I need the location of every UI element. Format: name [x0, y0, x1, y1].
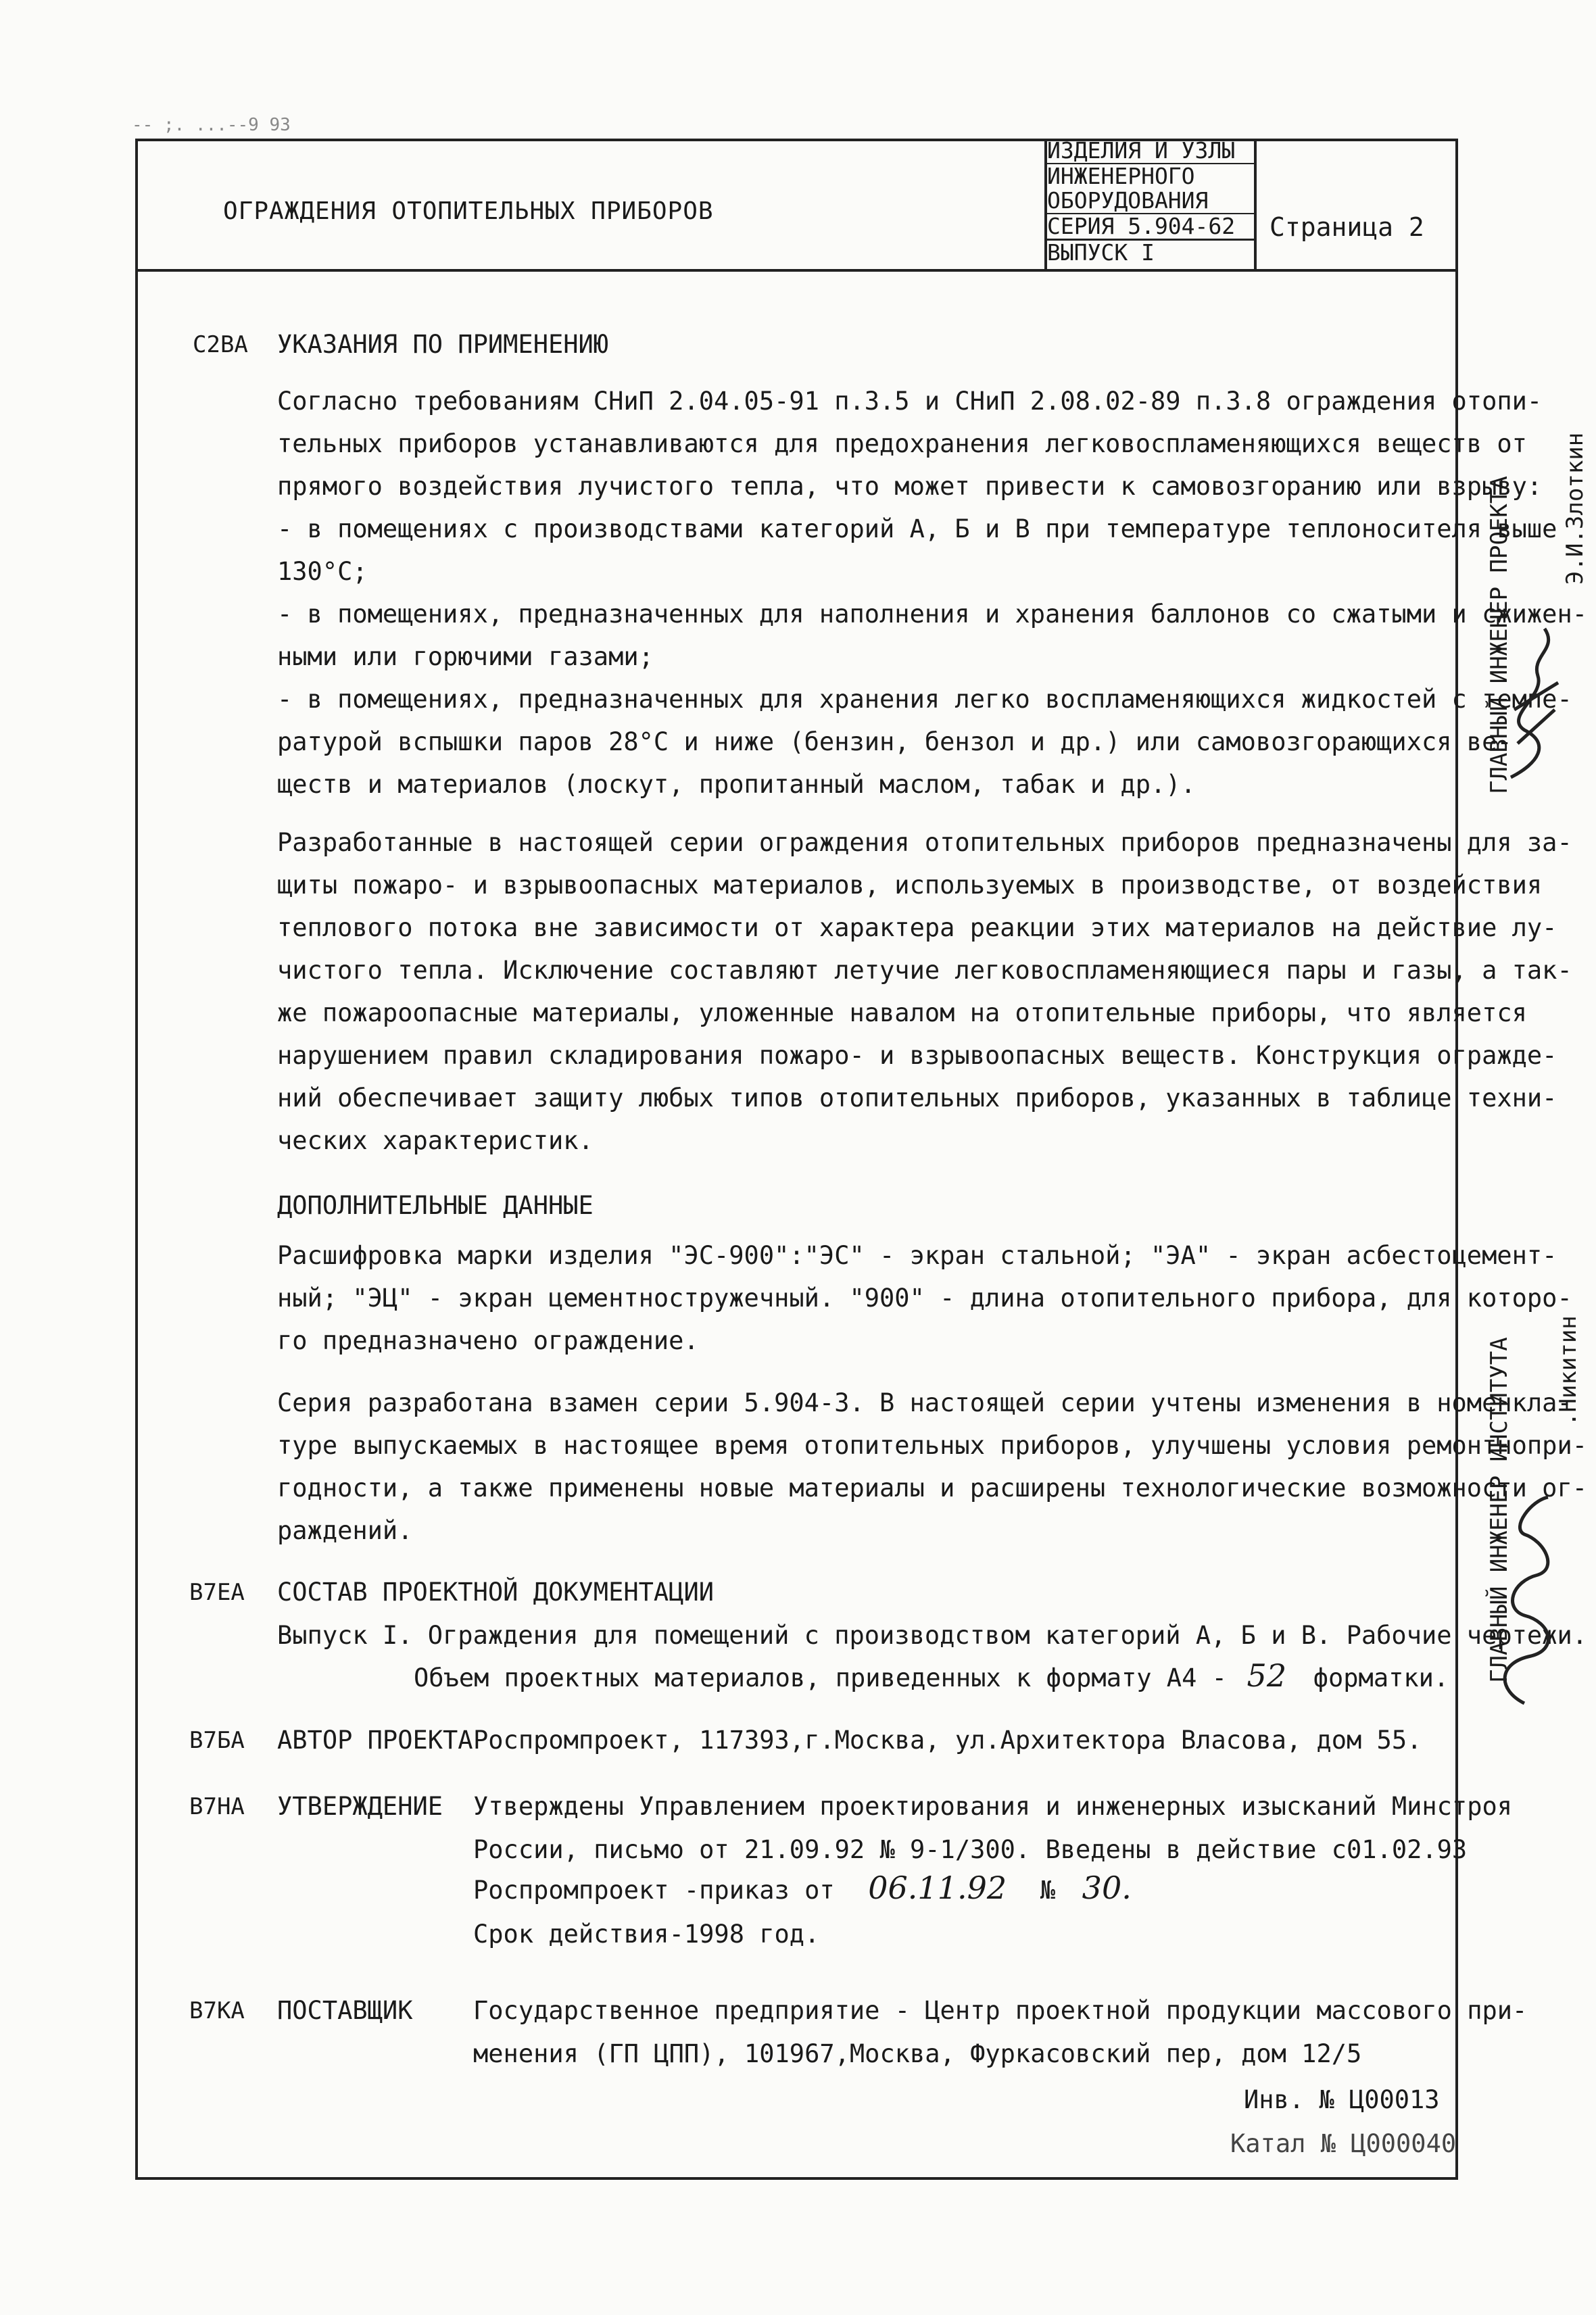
s1-paragraph-2	[277, 821, 1572, 1162]
s1-p3-line: го предназначено ограждение.	[277, 1326, 699, 1355]
section-code-s5: B7KA	[189, 1997, 245, 2024]
s1-p2-line: ческих характеристик.	[277, 1126, 594, 1155]
s1-paragraph-3	[277, 1234, 1572, 1362]
s1-p3-line: ный; "ЭЦ" - экран цементностружечный. "900" - длина отопительного прибора, для которо-	[277, 1284, 1572, 1313]
s4-order-number-handwritten: 30.	[1082, 1870, 1132, 1906]
series-line-1: ИЗДЕЛИЯ И УЗЛЫ	[1044, 139, 1254, 164]
s1-p2-line: ний обеспечивает защиту любых типов отопительных приборов, указанных в таблице техни-	[277, 1083, 1557, 1113]
section-heading-s1: УКАЗАНИЯ ПО ПРИМЕНЕНИЮ	[277, 330, 609, 359]
series-line-5: ВЫПУСК I	[1047, 239, 1155, 266]
s1-p3-line: Расшифровка марки изделия "ЭС-900":"ЭС" - экран стальной; "ЭА" - экран асбестоцемент-	[277, 1241, 1557, 1270]
sidebar-name-chief-project-engineer: Э.И.Злоткин	[1562, 432, 1589, 585]
s2-line-2-post: форматки.	[1313, 1663, 1449, 1692]
s5-line-1: Государственное предприятие - Центр проектной продукции массового при-	[473, 1996, 1528, 2025]
s1-subheading: ДОПОЛНИТЕЛЬНЫЕ ДАННЫЕ	[277, 1191, 594, 1220]
s4-order-date-handwritten: 06.11.92	[868, 1870, 1007, 1906]
series-line-3: ОБОРУДОВАНИЯ	[1044, 189, 1254, 214]
series-block	[1044, 139, 1254, 265]
section-code-s3: B7БA	[189, 1727, 245, 1754]
sidebar-role-chief-project-engineer: ГЛАВНЫЙ ИНЖЕНЕР ПРОЕКТА	[1486, 476, 1513, 794]
s4-order-label: Роспромпроект -приказ от	[473, 1876, 835, 1905]
series-line-2: ИНЖЕНЕРНОГО	[1047, 163, 1195, 189]
section-code-s2: B7EA	[189, 1579, 245, 1606]
s1-paragraph-4	[277, 1382, 1587, 1552]
s1-line: 130°С;	[277, 557, 368, 586]
s1-line: прямого воздействия лучистого тепла, что может привести к самовозгоранию или взрыву:	[277, 472, 1543, 501]
s1-p2-line: чистого тепла. Исключение составляют летучие легковоспламеняющиеся пары и газы, а так-	[277, 956, 1572, 985]
s1-line: ществ и материалов (лоскут, пропитанный маслом, табак и др.).	[277, 770, 1196, 799]
section-code-s1: C2BA	[193, 331, 248, 358]
s2-line-1: Выпуск I. Ограждения для помещений с производством категорий А, Б и В. Рабочие чертежи.	[277, 1621, 1588, 1650]
header-page-divider	[1254, 139, 1257, 270]
s2-format-count-handwritten: 52	[1247, 1657, 1287, 1694]
s1-p2-line: же пожароопасные материалы, уложенные навалом на отопительные приборы, что является	[277, 998, 1527, 1027]
s1-p4-line: годности, а также применены новые материалы и расширены технологические возможности ог-	[277, 1473, 1588, 1503]
s5-line-2: менения (ГП ЦПП), 101967,Москва, Фуркасовский пер, дом 12/5	[473, 2039, 1362, 2068]
section-heading-s3: АВТОР ПРОЕКТА	[277, 1726, 473, 1755]
s1-line: - в помещениях с производствами категорий А, Б и В при температуре теплоносителя выше	[277, 514, 1557, 543]
s4-line-1: Утверждены Управлением проектирования и инженерных изысканий Минстроя	[473, 1792, 1513, 1821]
archive-stamp: -- ;. ...--9 93	[132, 115, 291, 135]
s1-p2-line: теплового потока вне зависимости от характера реакции этих материалов на действие лу-	[277, 913, 1557, 942]
s1-p4-line: Серия разработана взамен серии 5.904-3. В настоящей серии учтены изменения в номенкла-	[277, 1388, 1572, 1417]
section-code-s4: B7HA	[189, 1793, 245, 1820]
s1-p4-line: туре выпускаемых в настоящее время отопительных приборов, улучшены условия ремонтнопри-	[277, 1431, 1588, 1460]
s1-line: ратурой вспышки паров 28°С и ниже (бензин, бензол и др.) или самовозгорающихся ве-	[277, 727, 1512, 756]
s1-p4-line: раждений.	[277, 1516, 413, 1545]
catalog-number: Катал № Ц000040	[1230, 2129, 1457, 2158]
s4-line-2: России, письмо от 21.09.92 № 9-1/300. Введены в действие с01.02.93	[473, 1835, 1468, 1864]
section-heading-s5: ПОСТАВЩИК	[277, 1996, 413, 2025]
s1-line: ными или горючими газами;	[277, 642, 654, 671]
s1-line: Согласно требованиям СНиП 2.04.05-91 п.3.5 и СНиП 2.08.02-89 п.3.8 ограждения отопи-	[277, 387, 1543, 416]
signature-chief-institute-engineer	[1484, 1487, 1572, 1710]
s2-line-2	[414, 1657, 1449, 1694]
inventory-number: Инв. № Ц00013	[1244, 2085, 1440, 2114]
s2-line-2-pre: Объем проектных материалов, приведенных к формату А4 -	[414, 1663, 1227, 1692]
section-heading-s4: УТВЕРЖДЕНИЕ	[277, 1792, 443, 1821]
header-divider	[135, 269, 1458, 272]
s1-line: - в помещениях, предназначенных для хранения легко воспламеняющихся жидкостей с темпе-	[277, 685, 1572, 714]
signature-chief-project-engineer	[1497, 608, 1565, 798]
series-line-4: СЕРИЯ 5.904-62	[1044, 214, 1254, 241]
s1-line: - в помещениях, предназначенных для наполнения и хранения баллонов со сжатыми и сжижен-	[277, 600, 1588, 629]
s1-p2-line: нарушением правил складирования пожаро- и взрывоопасных веществ. Конструкция огражде-	[277, 1041, 1557, 1070]
section-heading-s2: СОСТАВ ПРОЕКТНОЙ ДОКУМЕНТАЦИИ	[277, 1578, 715, 1607]
s4-line-4: Срок действия-1998 год.	[473, 1920, 820, 1949]
s3-text: Роспромпроект, 117393,г.Москва, ул.Архитектора Власова, дом 55.	[473, 1726, 1422, 1755]
s1-p2-line: щиты пожаро- и взрывоопасных материалов, используемых в производстве, от воздействия	[277, 871, 1543, 900]
s1-line: тельных приборов устанавливаются для предохранения легковоспламеняющихся веществ от	[277, 429, 1527, 458]
sidebar-role-chief-institute-engineer: ГЛАВНЫЙ ИНЖЕНЕР ИНСТИТУТА	[1486, 1337, 1513, 1683]
s4-line-3	[473, 1870, 1132, 1906]
s1-p2-line: Разработанные в настоящей серии ограждения отопительных приборов предназначены для за-	[277, 828, 1572, 857]
sidebar-name-chief-institute-engineer: .Никитин	[1555, 1315, 1582, 1426]
document-title: ОГРАЖДЕНИЯ ОТОПИТЕЛЬНЫХ ПРИБОРОВ	[223, 197, 714, 225]
s4-number-sign: №	[1040, 1876, 1056, 1905]
s1-body	[277, 380, 1587, 806]
page-number: Страница 2	[1269, 212, 1424, 242]
